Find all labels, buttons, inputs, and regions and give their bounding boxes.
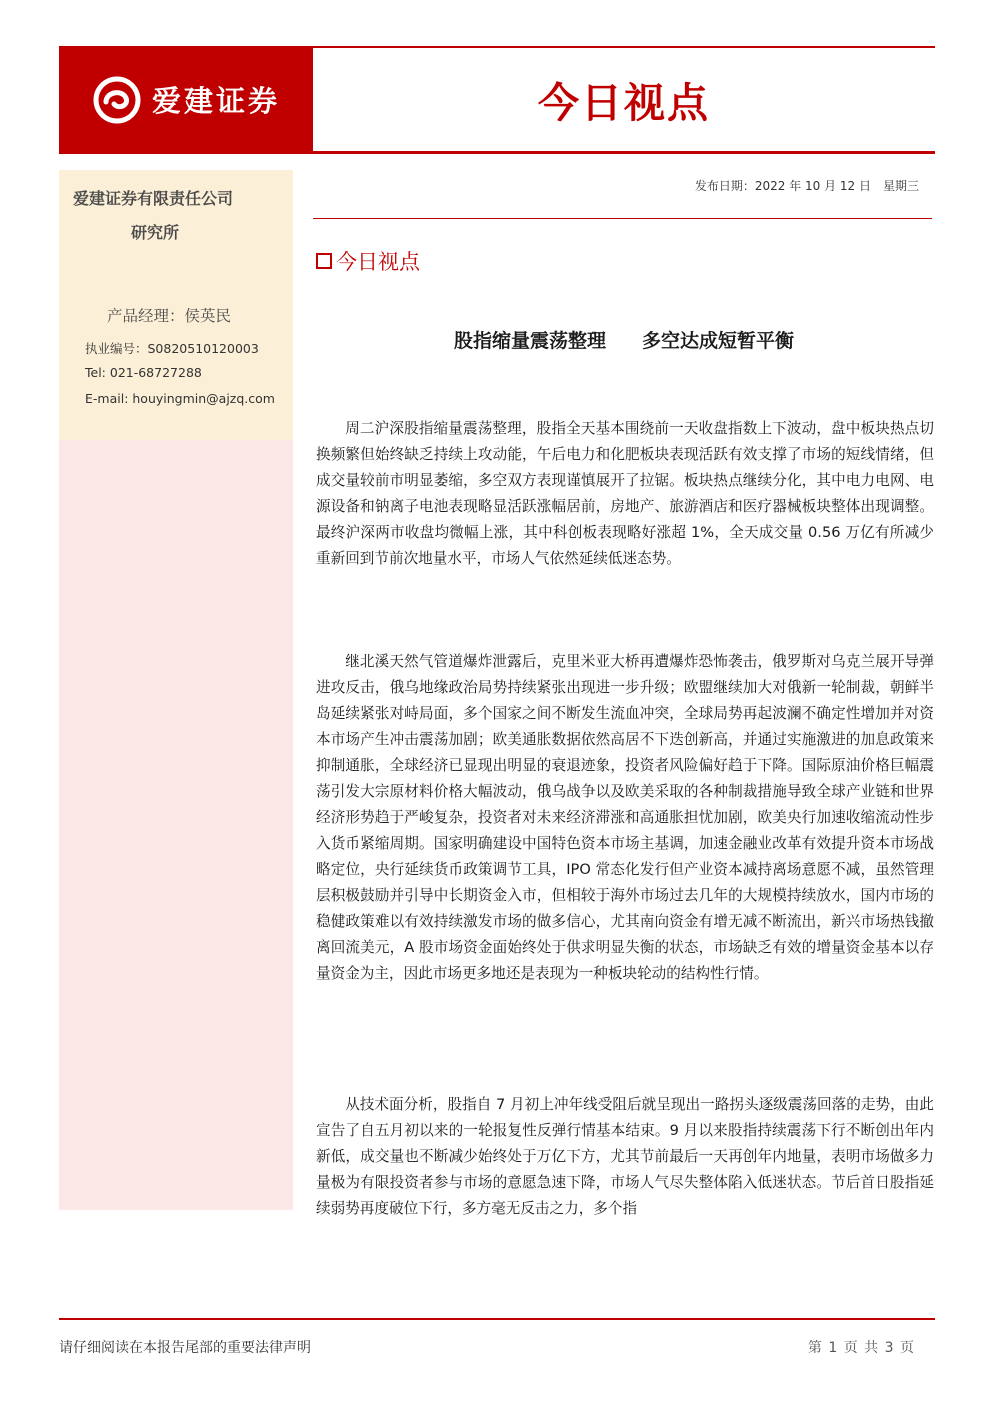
article-paragraph: 从技术面分析，股指自 7 月初上冲年线受阻后就呈现出一路拐头逐级震荡回落的走势，由此宣告了自五月初以来的一轮报复性反弹行情基本结束。9 月以来股指持续震荡下行不断创出年内新低，成交量也不断减少始终处于万亿下方，尤其节前最后一天再创年内地量，表明市场做多力量极为有限投资者参与市场的意愿急速下降，市场人气尽失整体陷入低迷状态。节后首日股指延续弱势再度破位下行，多方毫无反击之力，多个指 <box>316 1096 934 1217</box>
sidebar <box>59 170 293 1210</box>
article-title-part1: 股指缩量震荡整理 <box>453 330 606 352</box>
header-rule <box>59 151 935 154</box>
footer-rule <box>59 1318 935 1320</box>
checkbox-bullet-icon <box>316 253 332 269</box>
telephone: Tel: 021-68727288 <box>85 365 202 380</box>
email: E-mail: houyingmin@ajzq.com <box>85 391 275 406</box>
institute-name: 研究所 <box>131 223 180 242</box>
product-manager: 产品经理：侯英民 <box>107 307 232 325</box>
report-title: 今日视点 <box>538 79 710 127</box>
section-heading <box>316 246 420 276</box>
brand-name: 爱建证券 <box>151 84 280 118</box>
license-number: 执业编号：S0820510120003 <box>85 341 259 356</box>
article-title-part2: 多空达成短暂平衡 <box>642 330 795 352</box>
article-title <box>313 326 935 353</box>
date-rule <box>313 218 932 219</box>
page-number: 第 1 页 共 3 页 <box>807 1340 915 1356</box>
brand-logo <box>59 48 313 151</box>
legal-disclaimer: 请仔细阅读在本报告尾部的重要法律声明 <box>59 1340 311 1356</box>
brand-swirl-icon <box>92 75 142 125</box>
company-name: 爱建证券有限责任公司 <box>73 189 234 208</box>
article-paragraph: 周二沪深股指缩量震荡整理，股指全天基本围绕前一天收盘指数上下波动，盘中板块热点切换频繁但始终缺乏持续上攻动能，午后电力和化肥板块表现活跃有效支撑了市场的短线情绪，但成交量较前市明显萎缩，多空双方表现谨慎展开了拉锯。板块热点继续分化，其中电力电网、电源设备和钠离子电池表现略显活跃涨幅居前，房地产、旅游酒店和医疗器械板块整体出现调整。最终沪深两市收盘均微幅上涨，其中科创板表现略好涨超 1%，全天成交量 0.56 万亿有所减少重新回到节前次地量水平，市场人气依然延续低迷态势。 <box>316 420 934 567</box>
sidebar-info-panel <box>59 170 293 440</box>
section-heading-label: 今日视点 <box>336 250 420 274</box>
article-paragraph: 继北溪天然气管道爆炸泄露后，克里米亚大桥再遭爆炸恐怖袭击，俄罗斯对乌克兰展开导弹进攻反击，俄乌地缘政治局势持续紧张出现进一步升级；欧盟继续加大对俄新一轮制裁，朝鲜半岛延续紧张对峙局面，多个国家之间不断发生流血冲突，全球局势再起波澜不确定性增加并对资本市场产生冲击震荡加剧；欧美通胀数据依然高居不下迭创新高，并通过实施激进的加息政策来抑制通胀，全球经济已显现出明显的衰退迹象，投资者风险偏好趋于下降。国际原油价格巨幅震荡引发大宗原材料价格大幅波动，俄乌战争以及欧美采取的各种制裁措施导致全球产业链和世界经济形势趋于严峻复杂，投资者对未来经济滞涨和高通胀担忧加剧，欧美央行加速收缩流动性步入货币紧缩周期。国家明确建设中国特色资本市场主基调，加速金融业改革有效提升资本市场战略定位，央行延续货币政策调节工具，IPO 常态化发行但产业资本减持离场意愿不减，虽然管理层积极鼓励并引导中长期资金入市，但相较于海外市场过去几年的大规模持续放水，国内市场的稳健政策难以有效持续激发市场的做多信心，尤其南向资金有增无减不断流出，新兴市场热钱撤离回流美元，A 股市场资金面始终处于供求明显失衡的状态，市场缺乏有效的增量资金基本以存量资金为主，因此市场更多地还是表现为一种板块轮动的结构性行情。 <box>316 653 934 982</box>
publish-date: 发布日期：2022 年 10 月 12 日 星期三 <box>694 179 919 193</box>
